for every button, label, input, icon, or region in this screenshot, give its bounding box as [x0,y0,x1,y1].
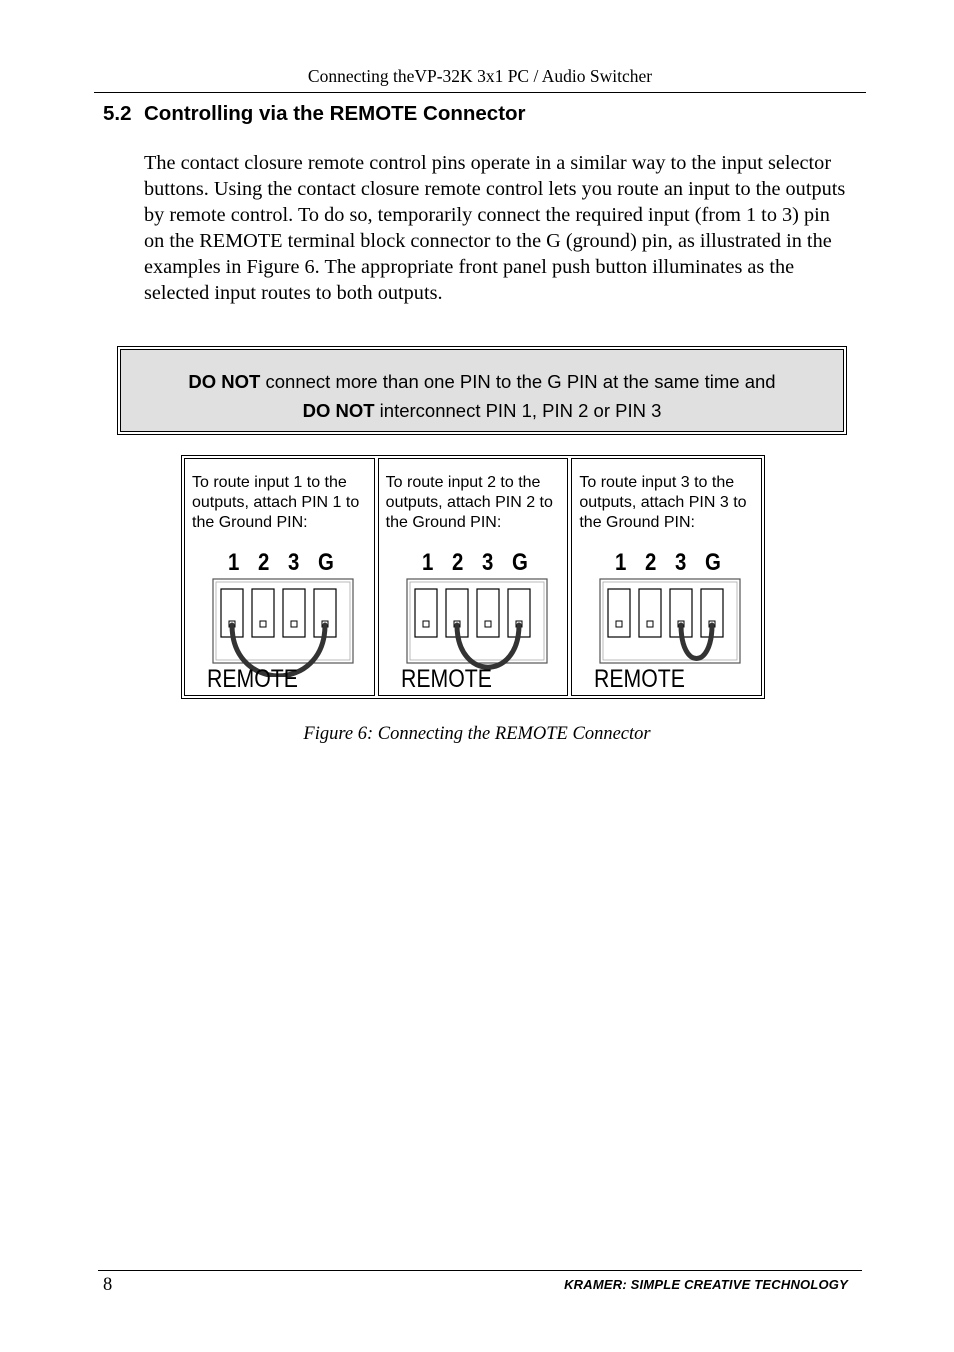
figure-panel-input-3 [571,458,762,696]
terminal-screw [647,621,653,627]
section-number: 5.2 [103,102,132,125]
warning-emphasis-1: DO NOT [188,371,261,392]
terminal-block-connector [401,577,561,677]
pin-label-3: 3 [288,549,300,576]
remote-label: REMOTE [594,665,686,693]
warning-line-2 [121,396,843,425]
warning-text-2: interconnect PIN 1, PIN 2 or PIN 3 [374,400,662,421]
warning-emphasis-2: DO NOT [302,400,375,421]
pin-label-2: 2 [258,549,270,576]
pin-label-1: 1 [421,549,434,576]
panel-caption: To route input 3 to the outputs, attach PIN 3 to the Ground PIN: [579,474,747,531]
pin-label-g: G [705,549,722,576]
footer-brand: KRAMER: SIMPLE CREATIVE TECHNOLOGY [564,1277,848,1292]
running-footer [98,1270,862,1299]
panel-caption: To route input 2 to the outputs, attach PIN 2 to the Ground PIN: [385,474,553,531]
figure-remote-connector [181,455,765,699]
terminal-screw [423,621,429,627]
body-paragraph: The contact closure remote control pins operate in a similar way to the input selector buttons. Using the contact closure remote control lets you route an input to the outputs by remote control. To do so, temporarily connect the required input (from 1 to 3) pin on the REMOTE terminal block connector to the G (ground) pin, as illustrated in the examples in Figure 6. The appropriate front panel push button illuminates as the selected input routes to both outputs. [144,152,846,304]
figure-panel-input-2 [378,458,569,696]
warning-text-1: connect more than one PIN to the G PIN at the same time and [260,371,776,392]
terminal-slot [608,589,630,637]
terminal-slot [639,589,661,637]
pin-label-2: 2 [645,549,657,576]
remote-label: REMOTE [400,665,492,693]
panel-caption: To route input 1 to the outputs, attach PIN 1 to the Ground PIN: [192,474,360,531]
terminal-block-connector [207,577,367,677]
terminal-screw [485,621,491,627]
warning-inner [120,349,844,432]
page-number: 8 [103,1275,113,1295]
terminal-block-connector [594,577,754,677]
terminal-screw [616,621,622,627]
pin-labels [228,549,348,577]
pin-labels [422,549,542,577]
terminal-slot [477,589,499,637]
terminal-screw [260,621,266,627]
section-heading [103,102,526,126]
pin-label-3: 3 [481,549,494,576]
figure-panel-input-1 [184,458,375,696]
terminal-slot [415,589,437,637]
pin-label-3: 3 [675,549,687,576]
warning-box [117,346,847,435]
warning-line-1 [121,367,843,396]
pin-label-g: G [511,549,528,576]
pin-labels [615,549,735,577]
terminal-screw [291,621,297,627]
terminal-slot [252,589,274,637]
running-header: Connecting theVP-32K 3x1 PC / Audio Switcher [94,64,866,93]
pin-label-2: 2 [451,549,464,576]
terminal-slot [283,589,305,637]
pin-label-1: 1 [228,549,240,576]
figure-caption: Figure 6: Connecting the REMOTE Connector [303,724,651,744]
pin-label-1: 1 [615,549,627,576]
pin-label-g: G [318,549,334,576]
remote-label: REMOTE [207,665,298,693]
section-title: Controlling via the REMOTE Connector [144,102,526,125]
